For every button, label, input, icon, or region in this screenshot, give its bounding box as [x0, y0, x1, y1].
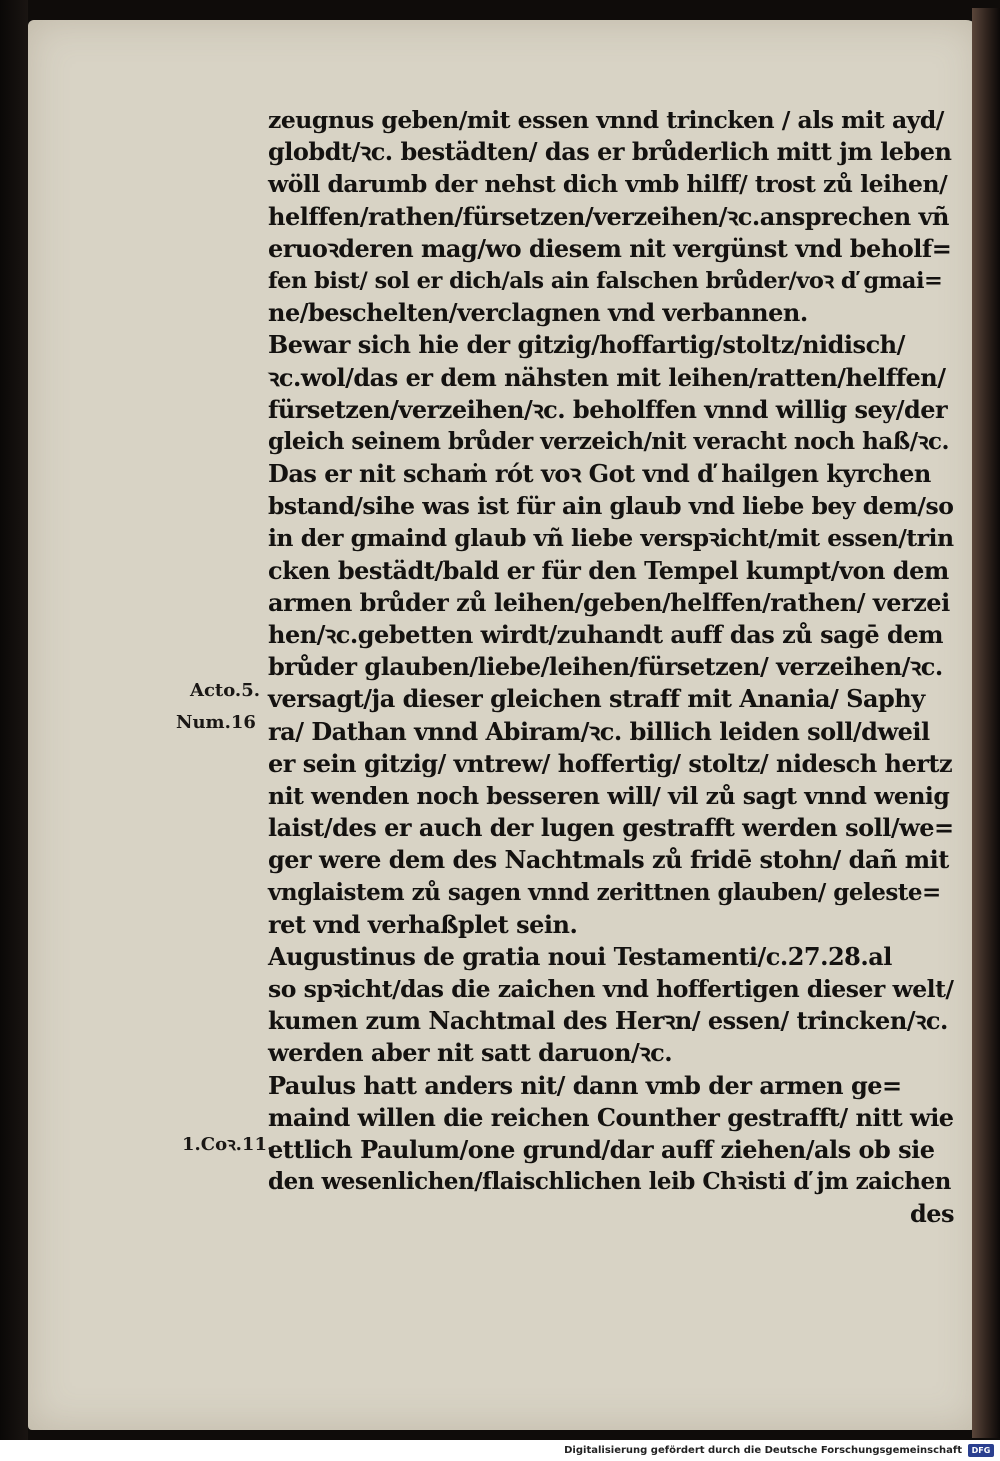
text-line: nit wenden noch besseren will/ vil zů sagt vnnd wenig: [268, 781, 950, 810]
text-line: wöll darumb der nehst dich vmb hilff/ trost zů leihen/: [268, 170, 948, 199]
margin-note-acts: Acto.5.: [190, 680, 260, 701]
catchword: des: [909, 1199, 954, 1229]
text-line: eruoꝛderen mag/wo diesem nit vergünst vnd beholf=: [268, 233, 952, 263]
text-line: maind willen die reichen Counther gestrafft/ nitt wie: [268, 1102, 954, 1132]
text-line: werden aber nit satt daruon/ꝛc.: [268, 1038, 673, 1068]
text-line: fürsetzen/verzeihen/ꝛc. beholffen vnnd willig sey/der: [268, 394, 948, 424]
margin-note-numbers: Num.16: [176, 712, 256, 733]
text-line: ne/beschelten/verclagnen vnd verbannen.: [268, 298, 808, 328]
text-block: [268, 104, 954, 1231]
text-line: Augustinus de gratia noui Testamenti/c.27.28.al: [268, 941, 892, 971]
text-line: ꝛc.wol/das er dem nähsten mit leihen/ratten/helffen/: [268, 362, 946, 392]
text-line: armen brůder zů leihen/geben/helffen/rathen/ verzei: [268, 587, 950, 617]
text-line: gleich seinem brůder verzeich/nit veracht noch haß/ꝛc.: [268, 427, 950, 455]
text-line: in der gmaind glaub vñ liebe verspꝛicht/mit essen/trin: [268, 524, 954, 553]
text-line: Das er nit schaṁ rót voꝛ Got vnd ď hailgen kyrchen: [268, 459, 931, 489]
book-gutter: [0, 0, 28, 1440]
text-line: Bewar sich hie der gitzig/hoffartig/stoltz/nidisch/: [268, 330, 905, 360]
footer-bar: [0, 1440, 1000, 1461]
text-line: fen bist/ sol er dich/als ain falschen brůder/voꝛ ď gmai=: [268, 267, 943, 294]
text-line: versagt/ja dieser gleichen straff mit Anania/ Saphy: [268, 684, 925, 714]
page-edge: [972, 8, 1000, 1438]
text-line: helffen/rathen/fürsetzen/verzeihen/ꝛc.ansprechen vñ: [268, 201, 949, 231]
text-line: bstand/sihe was ist für ain glaub vnd liebe bey dem/so: [268, 492, 954, 521]
dfg-logo: DFG: [968, 1444, 994, 1457]
text-line: so spꝛicht/das die zaichen vnd hoffertigen dieser welt/: [268, 975, 954, 1004]
text-line: cken bestädt/bald er für den Tempel kumpt/von dem: [268, 555, 949, 585]
text-line: ettlich Paulum/one grund/dar auff ziehen/als ob sie: [268, 1135, 935, 1164]
text-line: zeugnus geben/mit essen vnnd trincken / als mit ayd/: [268, 106, 944, 134]
text-line: ger were dem des Nachtmals zů fridē stohn/ dañ mit: [268, 845, 949, 875]
margin-note-corinthians: 1.Coꝛ.11.: [182, 1134, 274, 1155]
footer-credit: Digitalisierung gefördert durch die Deutsche Forschungsgemeinschaft: [564, 1445, 962, 1456]
text-line: vnglaistem zů sagen vnnd zerittnen glauben/ geleste=: [268, 878, 941, 906]
text-line: brůder glauben/liebe/leihen/fürsetzen/ verzeihen/ꝛc.: [268, 652, 943, 682]
text-line: laist/des er auch der lugen gestrafft werden soll/we=: [268, 813, 954, 843]
text-line: ret vnd verhaßplet sein.: [268, 909, 578, 939]
text-line: kumen zum Nachtmal des Herꝛn/ essen/ trincken/ꝛc.: [268, 1006, 948, 1036]
text-line: den wesenlichen/flaischlichen leib Chꝛisti ď jm zaichen: [268, 1168, 951, 1196]
text-line: Paulus hatt anders nit/ dann vmb der armen ge=: [268, 1070, 902, 1100]
text-line: hen/ꝛc.gebetten wirdt/zuhandt auff das zů sagē dem: [268, 620, 943, 649]
text-line: ra/ Dathan vnnd Abiram/ꝛc. billich leiden soll/dweil: [268, 716, 930, 746]
text-line: globdt/ꝛc. bestädten/ das er brůderlich mitt jm leben: [268, 137, 952, 167]
text-line: er sein gitzig/ vntrew/ hoffertig/ stoltz/ nidesch hertz: [268, 748, 953, 778]
